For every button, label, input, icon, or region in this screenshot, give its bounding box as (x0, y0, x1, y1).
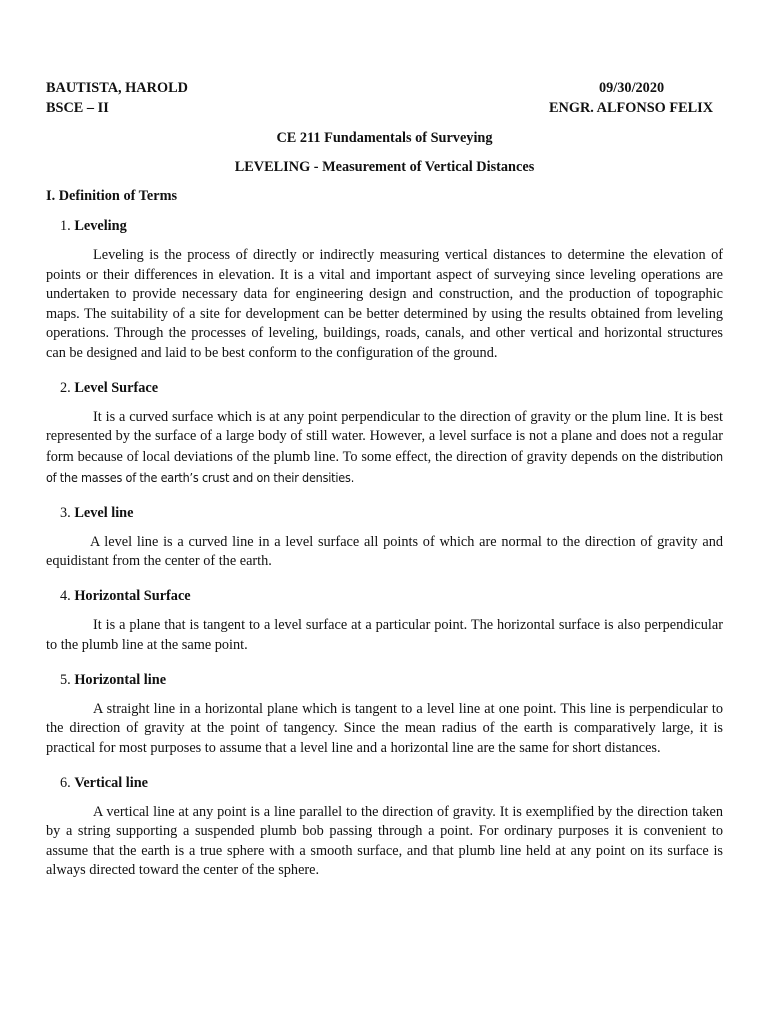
term-definition-horizontal-line: A straight line in a horizontal plane which is tangent to a level line at one point. This line is perpendicular to the direction of gravity at the point of tangency. Since the mean radius of the earth is comparatively large, it is practical for most purposes to assume that a level line and a horizontal line are the same for short distances. (46, 700, 723, 756)
term-heading-leveling (46, 216, 723, 236)
term-name: Level Surface (74, 379, 159, 396)
term-definition-level-line: A level line is a curved line in a level surface all points of which are normal to the direction of gravity and equidistant from the center of the earth. (46, 533, 723, 570)
term-number: 1. (60, 218, 71, 234)
term-definition-level-surface (46, 408, 723, 488)
term-name: Level line (74, 504, 134, 521)
term-heading-level-line (46, 503, 723, 523)
term-definition-leveling: Leveling is the process of directly or indirectly measuring vertical distances to determine the elevation of points or their differences in elevation. It is a vital and important aspect of surveying since leveling operations are undertaken to provide necessary data for engineering design and construction, and the production of topographic maps. The suitability of a site for development can be better determined by using the results obtained from leveling operations. Through the processes of leveling, buildings, roads, canals, and other vertical and horizontal structures can be designed and laid to be best conform to the configuration of the ground. (46, 247, 723, 361)
term-name: Horizontal Surface (74, 588, 191, 605)
term-number: 6. (60, 774, 71, 791)
term-definition-horizontal-surface: It is a plane that is tangent to a level surface at a particular point. The horizontal surface is also perpendicular to the plumb line at the same point. (46, 617, 723, 653)
submission-date: 09/30/2020 (599, 80, 665, 96)
term-definition-vertical-line: A vertical line at any point is a line parallel to the direction of gravity. It is exemplified by the direction taken by a string supporting a suspended plumb bob passing through a point. For ordinary purposes it is convenient to assume that the earth is a true sphere with a smooth surface, and that plumb line held at any point on its surface is always directed toward the center of the sphere. (46, 803, 723, 879)
header-row-2 (46, 98, 723, 118)
program-year: BSCE – II (46, 100, 109, 116)
student-name: BAUTISTA, HAROLD (46, 80, 188, 96)
definition-text: It is a curved surface which is at any point perpendicular to the direction of gravity or the plum line. It is best represented by the surface of a large body of still water. However, a level surface is not a plane and does not a regular form because of local deviations of the plumb line. To some effect, the direction of gravity depends on (46, 408, 723, 466)
term-number: 3. (60, 504, 71, 521)
term-number: 2. (60, 379, 71, 396)
section-title: I. Definition of Terms (46, 188, 178, 204)
term-name: Vertical line (74, 774, 149, 791)
definition-text-continued: the distribution of the masses of the earth’s crust and on their densities. (46, 449, 723, 485)
subject-title: LEVELING - Measurement of Vertical Distances (234, 159, 535, 175)
term-name: Horizontal line (74, 671, 167, 688)
term-number: 5. (60, 671, 71, 688)
term-heading-level-surface (46, 378, 723, 398)
term-heading-horizontal-line (46, 670, 723, 690)
course-title: CE 211 Fundamentals of Surveying (276, 130, 493, 146)
term-number: 4. (60, 588, 71, 605)
document-page (46, 78, 723, 895)
header-row-1 (46, 78, 723, 98)
term-heading-horizontal-surface (46, 586, 723, 606)
instructor-name: ENGR. ALFONSO FELIX (549, 100, 714, 116)
term-name: Leveling (74, 218, 127, 234)
term-heading-vertical-line (46, 773, 723, 793)
